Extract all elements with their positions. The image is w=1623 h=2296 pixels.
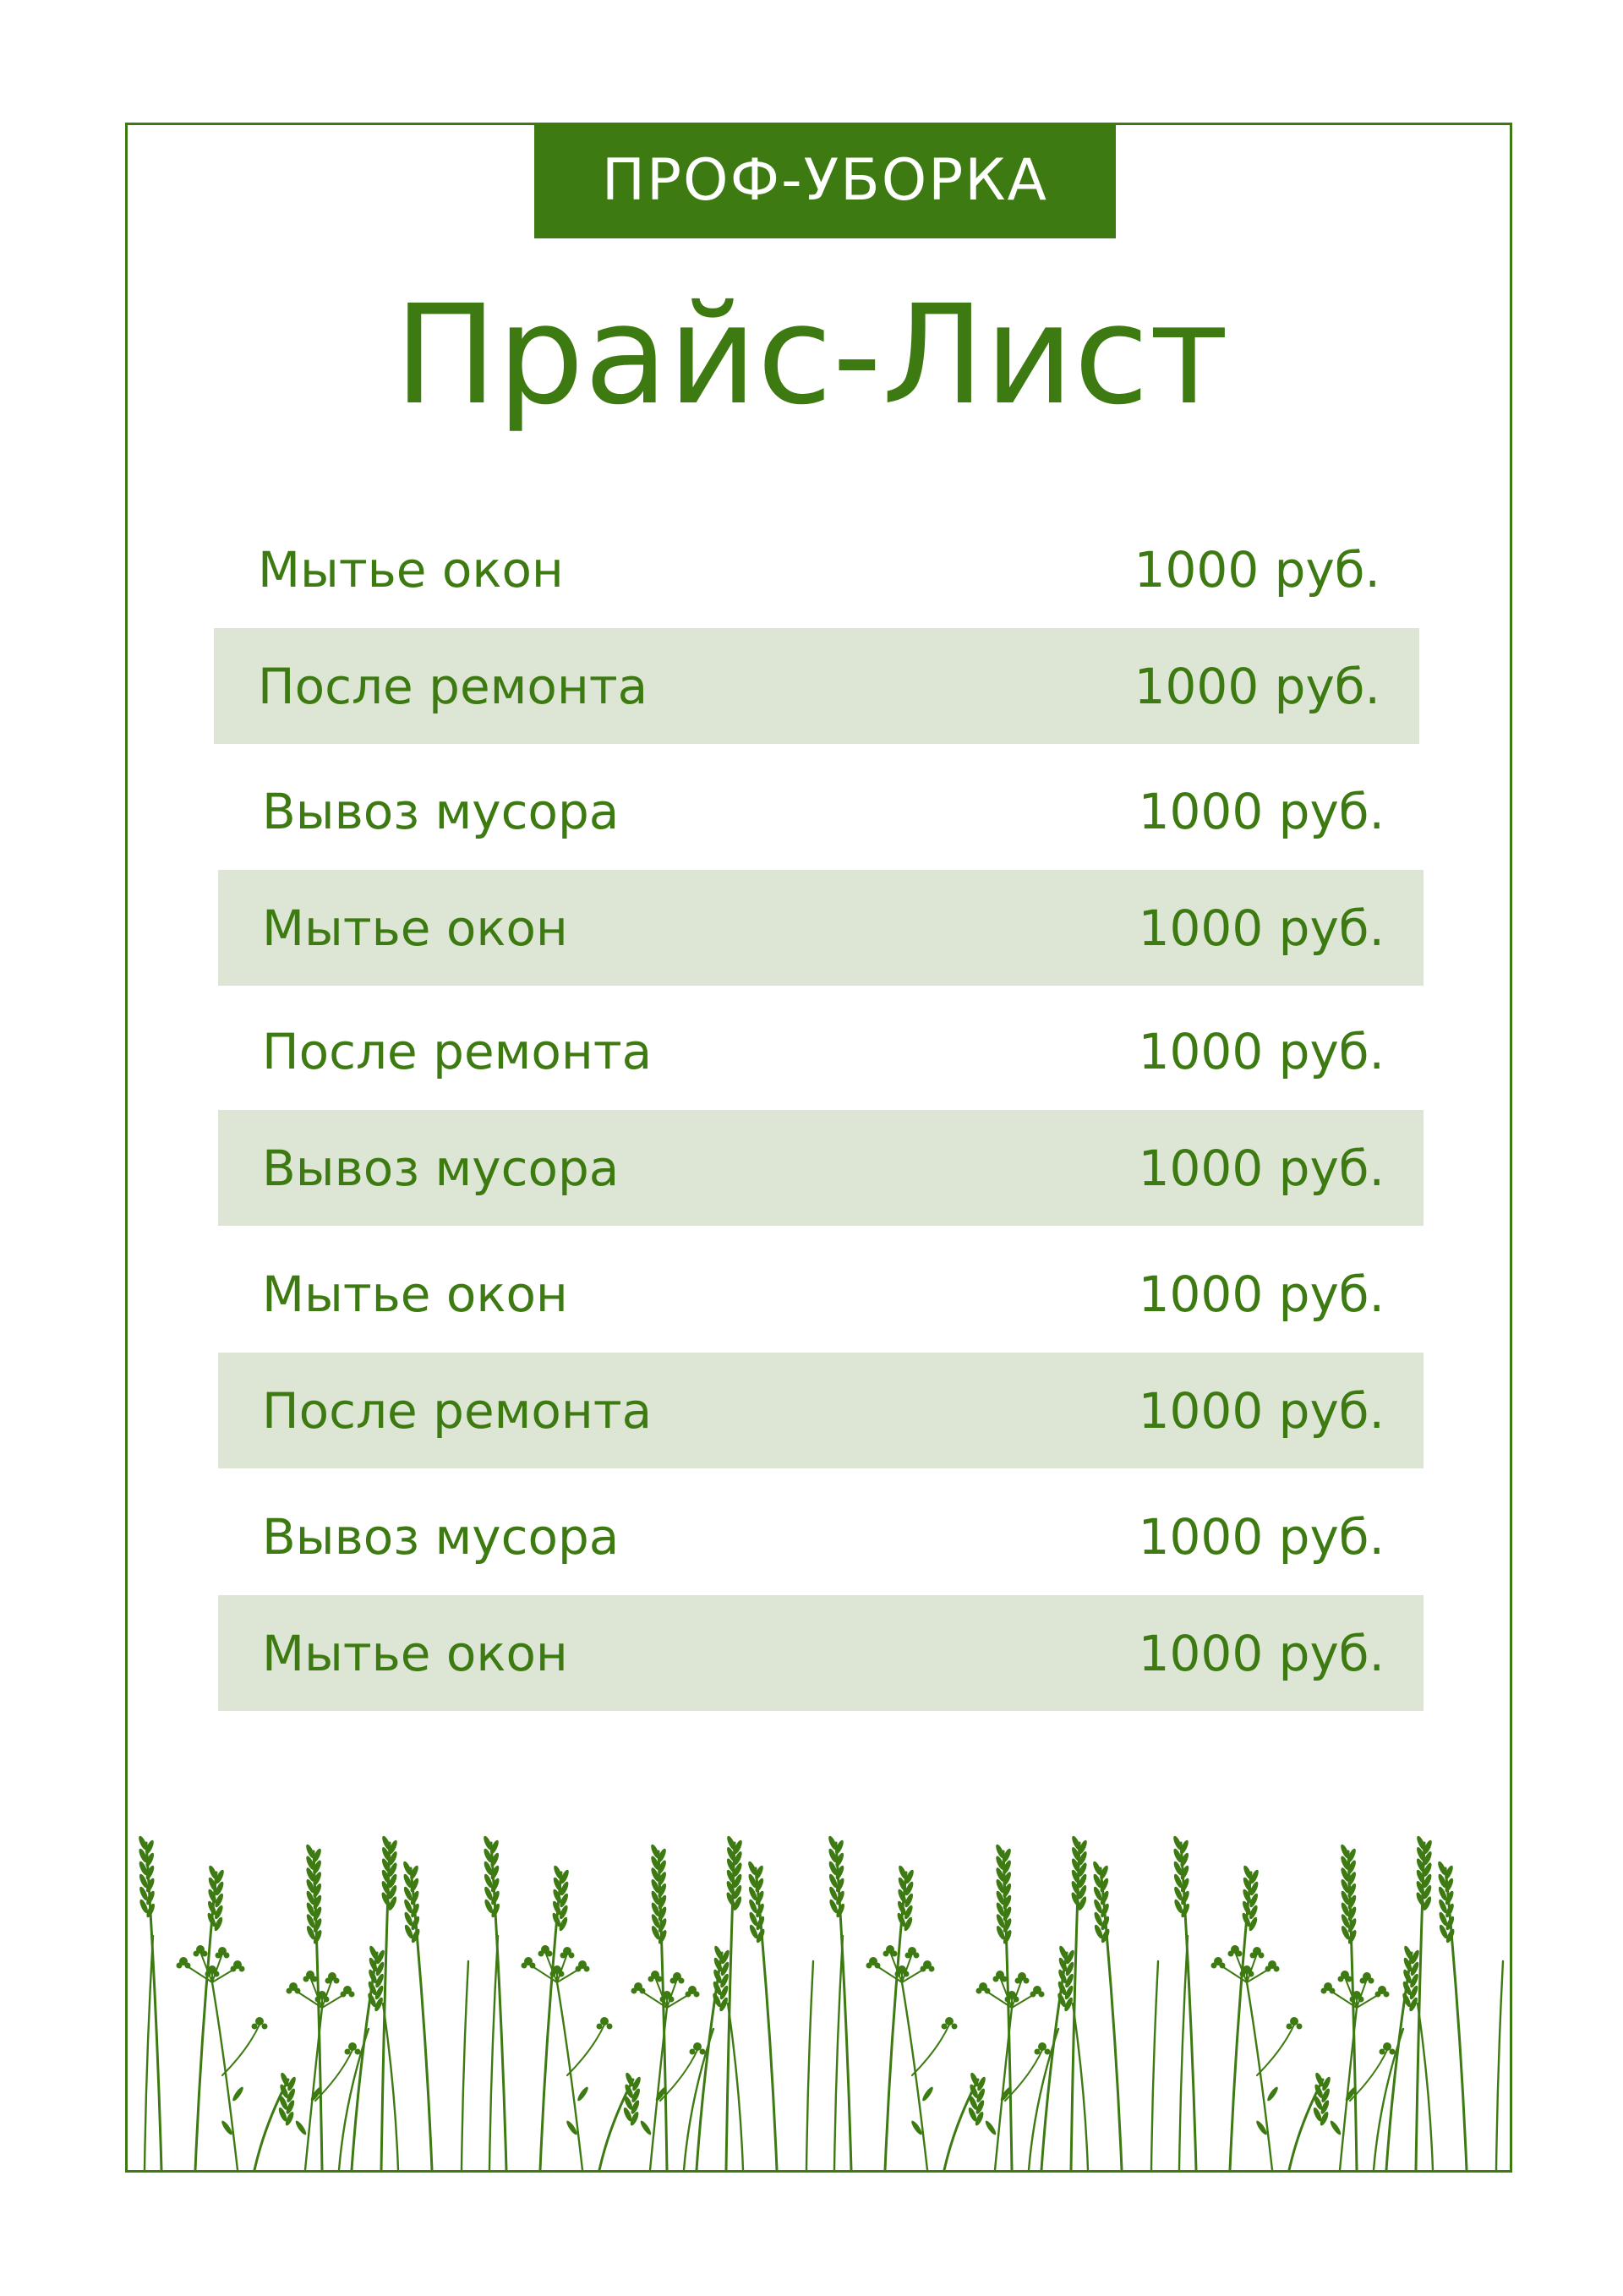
service-name: После ремонта xyxy=(262,1022,653,1080)
meadow-grass-illustration xyxy=(128,1834,1510,2170)
price-row xyxy=(214,511,1419,627)
service-price: 1000 руб. xyxy=(1134,657,1380,715)
service-name: Мытье окон xyxy=(262,1265,568,1323)
service-price: 1000 руб. xyxy=(1138,1381,1385,1440)
service-name: Мытье окон xyxy=(262,899,568,957)
price-row xyxy=(218,1353,1424,1468)
service-name: Вывоз мусора xyxy=(262,782,620,840)
service-name: Мытье окон xyxy=(258,540,564,599)
price-row xyxy=(214,628,1419,744)
service-price: 1000 руб. xyxy=(1138,1022,1385,1080)
page-title: Прайс-Лист xyxy=(394,276,1229,435)
service-name: Мытье окон xyxy=(262,1624,568,1682)
price-row xyxy=(218,870,1424,986)
brand-name: ПРОФ-УБОРКА xyxy=(601,147,1049,214)
service-name: Вывоз мусора xyxy=(262,1507,620,1566)
service-price: 1000 руб. xyxy=(1138,782,1385,840)
service-price: 1000 руб. xyxy=(1138,1265,1385,1323)
service-price: 1000 руб. xyxy=(1134,540,1380,599)
service-name: После ремонта xyxy=(258,657,648,715)
service-price: 1000 руб. xyxy=(1138,1507,1385,1566)
price-row xyxy=(218,1110,1424,1226)
service-name: Вывоз мусора xyxy=(262,1139,620,1197)
price-row xyxy=(218,753,1424,869)
service-price: 1000 руб. xyxy=(1138,1624,1385,1682)
price-row xyxy=(218,1236,1424,1352)
service-price: 1000 руб. xyxy=(1138,1139,1385,1197)
price-row xyxy=(218,1479,1424,1594)
price-row xyxy=(218,993,1424,1109)
service-price: 1000 руб. xyxy=(1138,899,1385,957)
price-row xyxy=(218,1595,1424,1711)
service-name: После ремонта xyxy=(262,1381,653,1440)
